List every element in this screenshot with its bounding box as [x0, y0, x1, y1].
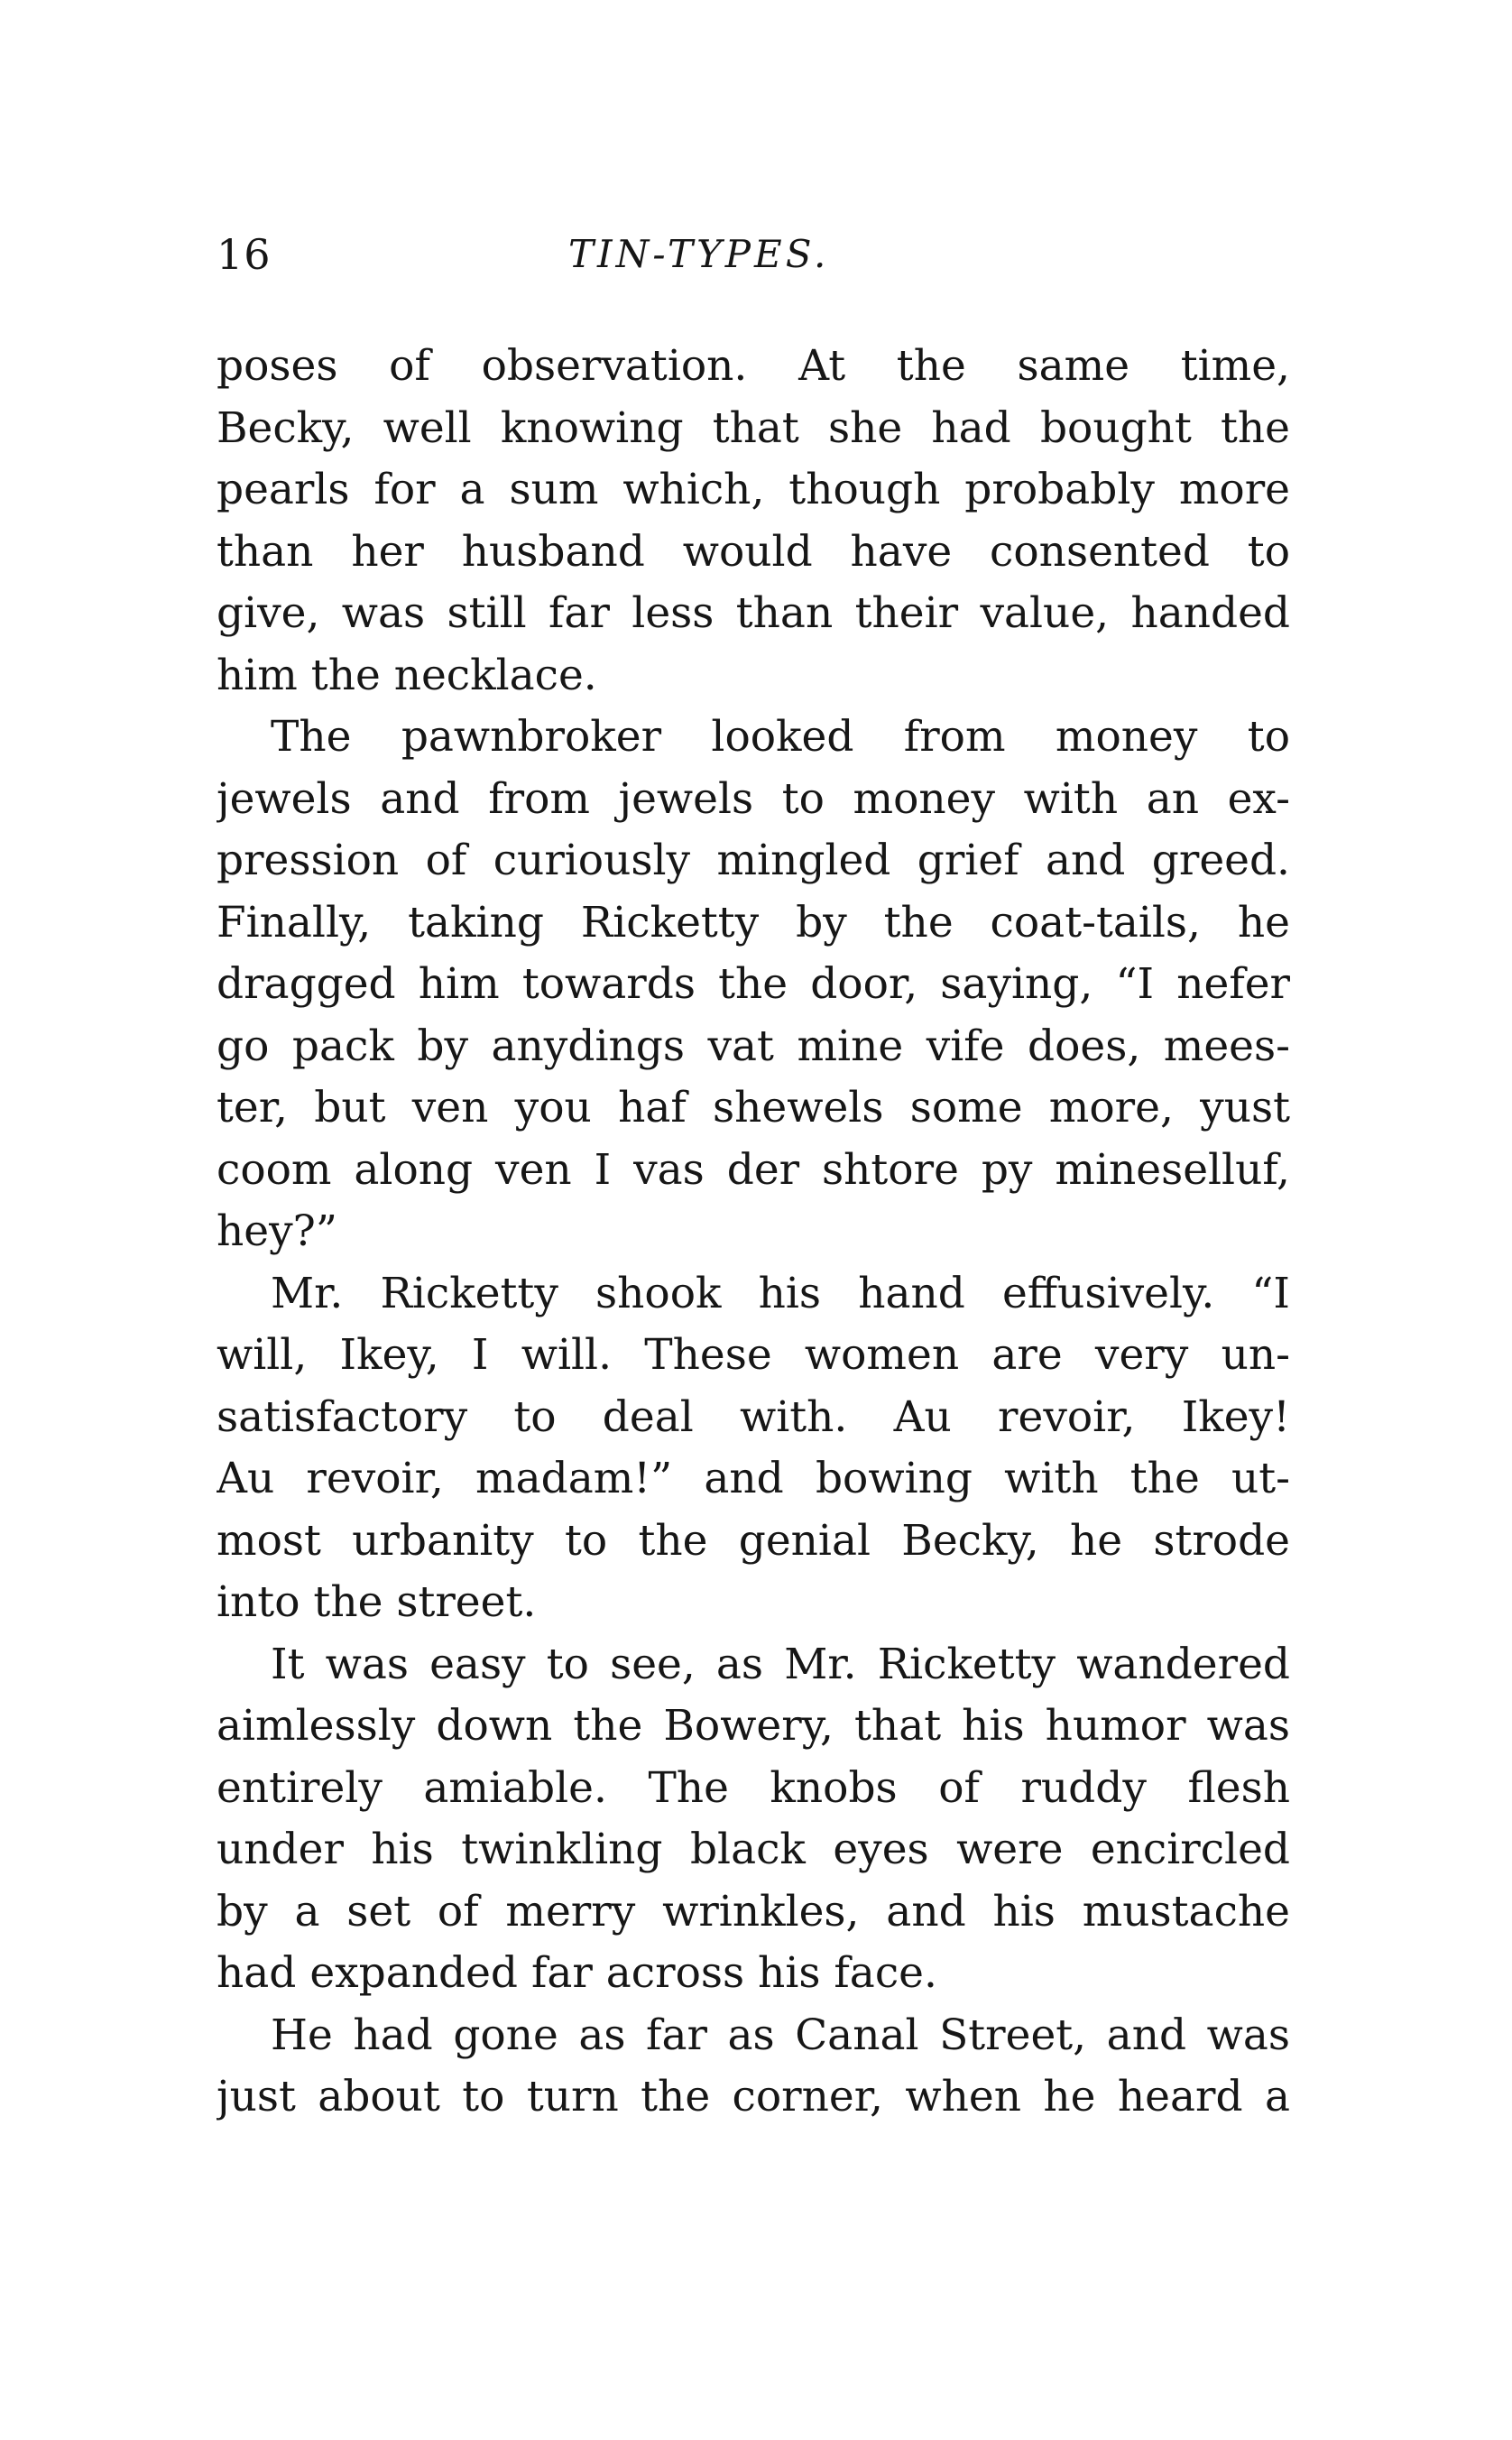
text-line: than her husband would have consented to	[217, 526, 1290, 577]
text-line: coom along ven I vas der shtore py mineselluf,	[217, 1144, 1290, 1195]
text-line: had expanded far across his face.	[217, 1948, 937, 1998]
text-line: by a set of merry wrinkles, and his mustache	[217, 1886, 1290, 1936]
text-line: ter, but ven you haf shewels some more, yust	[217, 1083, 1290, 1132]
text-line: will, Ikey, I will. These women are very un-	[217, 1330, 1290, 1380]
body-text	[217, 336, 1290, 2129]
text-line: Finally, taking Ricketty by the coat-tails, he	[217, 897, 1290, 947]
text-line: go pack by anydings vat mine vife does, mees-	[217, 1021, 1290, 1071]
text-line: dragged him towards the door, saying, “I nefer	[217, 959, 1290, 1009]
text-line: jewels and from jewels to money with an ex-	[217, 773, 1290, 824]
text-line: most urbanity to the genial Becky, he strode	[217, 1515, 1290, 1566]
text-line: just about to turn the corner, when he heard a	[217, 2072, 1290, 2121]
text-line: into the street.	[217, 1577, 537, 1627]
text-line: him the necklace.	[217, 650, 597, 700]
text-line: give, was still far less than their value, handed	[217, 588, 1290, 638]
text-line: under his twinkling black eyes were encircled	[217, 1825, 1290, 1874]
text-line: hey?”	[217, 1206, 337, 1256]
text-line: pression of curiously mingled grief and greed.	[217, 836, 1290, 885]
text-line: satisfactory to deal with. Au revoir, Ikey!	[217, 1391, 1290, 1442]
text-line: pearls for a sum which, though probably more	[217, 465, 1290, 514]
text-line: Becky, well knowing that she had bought the	[217, 402, 1290, 453]
text-line: He had gone as far as Canal Street, and was	[271, 2010, 1290, 2060]
text-line: It was easy to see, as Mr. Ricketty wandered	[271, 1639, 1290, 1689]
page-header	[217, 227, 1290, 300]
page-number: 16	[217, 230, 272, 279]
text-line: aimlessly down the Bowery, that his humor was	[217, 1701, 1290, 1751]
text-line: poses of observation. At the same time,	[217, 341, 1290, 391]
text-line: Mr. Ricketty shook his hand effusively. “I	[271, 1268, 1290, 1318]
running-head: TIN-TYPES.	[568, 232, 830, 276]
text-line: Au revoir, madam!” and bowing with the ut-	[217, 1454, 1290, 1503]
text-line: The pawnbroker looked from money to	[271, 712, 1290, 762]
text-line: entirely amiable. The knobs of ruddy flesh	[217, 1762, 1290, 1813]
